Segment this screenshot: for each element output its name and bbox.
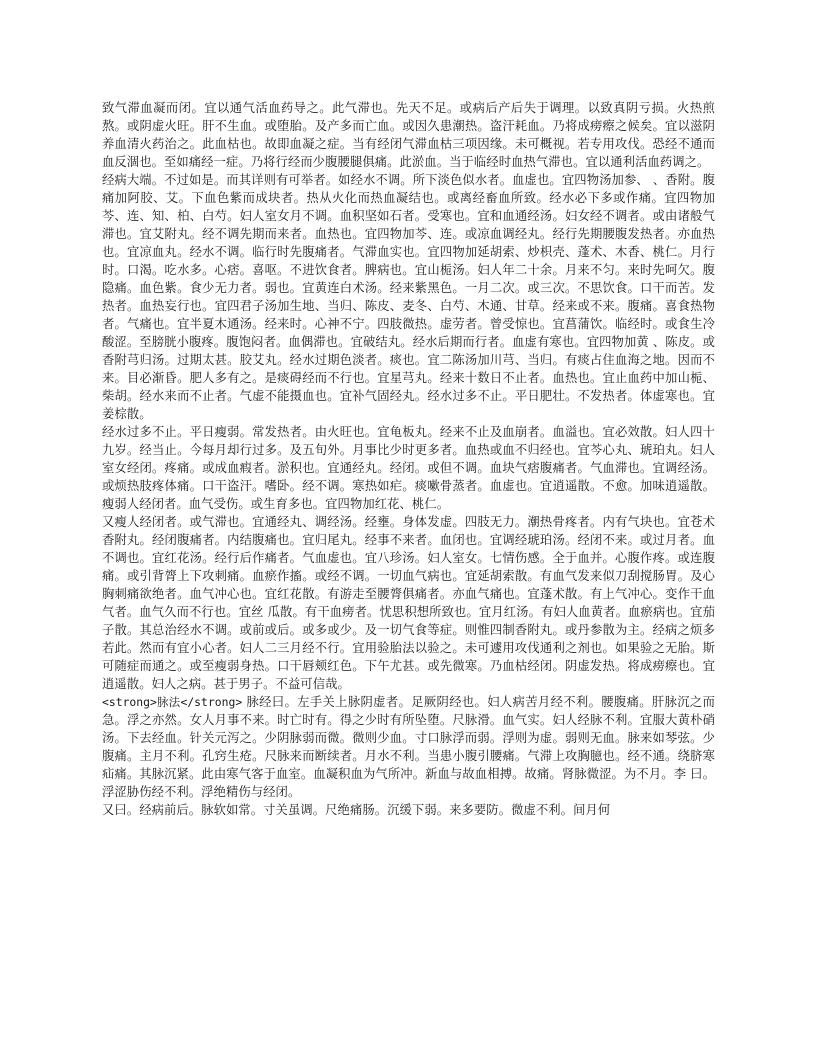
paragraph-6: 又曰。经病前后。脉软如常。寸关虽调。尺绝痛肠。沉缓下弱。来多要防。微虚不利。间月何 [102,803,611,817]
paragraph-2: 经病大端。不过如是。而其详则有可举者。如经水不调。所下淡色似水者。血虚也。宜四物汤加参、 、香附。腹痛加阿胶、艾。下血色紫而成块者。热从火化而热血凝结也。或离经畜血所致。经水必下多或作痛。宜四物加芩、连、知、柏、白芍。妇人室女月不调。血积坚如石者。受寒也。宜和血通经汤。妇女经不调者。或由诸般气滞也。宜艾附丸。经不调先期而来者。血热也。宜四物加芩、连。或凉血调经丸。经行先期腰腹发热者。亦血热也。宜凉血丸。经水不调。临行时先腹痛者。气滞血实也。宜四物加延胡索、炒枳壳、蓬术、木香、桃仁。月行时。口渴。吃水多。心痞。喜呕。不进饮食者。脾病也。宜山栀汤。妇人年二十余。月来不匀。来时先呵欠。腹隐痛。血色紫。食少无力者。弱也。宜黄连白术汤。经来紫黑色。一月二次。或三次。不思饮食。口干而苦。发热者。血热妄行也。宜四君子汤加生地、当归、陈皮、麦冬、白芍、木通、甘草。经来或不来。腹痛。喜食热物者。气痛也。宜半夏木通汤。经来时。心神不宁。四肢微热。虚劳者。曾受惊也。宜菖蒲饮。临经时。或食生冷酸涩。至膀胱小腹疼。腹饱闷者。血偶滞也。宜破结丸。经水后期而行者。血虚有寒也。宜四物加黄 、陈皮。或香附芎归汤。过期太甚。胶艾丸。经水过期色淡者。痰也。宜二陈汤加川芎、当归。有痰占住血海之地。因而不来。目必渐昏。肥人多有之。是痰碍经而不行也。宜星芎丸。经来十数日不止者。血热也。宜止血药中加山栀、柴胡。经水来而不止者。气虚不能摄血也。宜补气固经丸。经水过多不止。平日肥壮。不发热者。体虚寒也。宜姜棕散。 [102,173,715,421]
text-column [102,99,715,819]
paragraph-3: 经水过多不止。平日瘦弱。常发热者。由火旺也。宜龟板丸。经来不止及血崩者。血溢也。宜必效散。妇人四十九岁。经当止。今每月却行过多。及五旬外。月事比少时更多者。血热或血不归经也。宜芩心丸、琥珀丸。妇人室女经闭。疼痛。或成血瘕者。淤积也。宜通经丸。经闭。或但不调。血块气痞腹痛者。气血滞也。宜调经汤。或烦热肢疼体痛。口干盗汗。嗜卧。经不调。寒热如疟。痰嗽骨蒸者。血虚也。宜逍遥散。不愈。加味逍遥散。瘦弱人经闭者。血气受伤。或生育多也。宜四物加红花、桃仁。 [102,425,715,511]
literal-strong-tag: <strong>脉法</strong> [102,695,243,709]
paragraph-5 [102,693,715,801]
paragraph-1: 致气滞血凝而闭。宜以通气活血药导之。此气滞也。先天不足。或病后产后失于调理。以致真阴亏损。火热煎熬。或阴虚火旺。肝不生血。或堕胎。及产多而亡血。或因久患潮热。盗汗耗血。乃将成痨瘵之候矣。宜以滋阴养血清火药治之。此血枯也。故即血凝之症。当有经闭气滞血枯三项因缘。未可概视。若专用攻伐。恐经不通而血反涸也。至如痛经一症。乃将行经而少腹腰腿俱痛。此淤血。当于临经时血热气滞也。宜以通利活血药调之。 [102,101,715,169]
paragraph-5-body: 脉经曰。左手关上脉阴虚者。足厥阴经也。妇人病苦月经不利。腰腹痛。肝脉沉之而急。浮之亦然。女人月事不来。时亡时有。得之少时有所坠堕。尺脉滑。血气实。妇人经脉不利。宜服大黄朴硝汤。下去经血。针关元泻之。少阴脉弱而微。微则少血。寸口脉浮而弱。浮则为虚。弱则无血。脉来如琴弦。少腹痛。主月不利。孔窍生疮。尺脉来而断续者。月水不利。当患小腹引腰痛。气滞上攻胸臆也。经不通。绕脐寒疝痛。其脉沉紧。此由寒气客于血室。血凝积血为气所冲。新血与故血相搏。故痛。肾脉微涩。为不月。李 曰。浮涩胁伤经不利。浮绝精伤与经闭。 [102,695,715,799]
paragraph-4: 又瘦人经闭者。或气滞也。宜通经丸、调经汤。经壅。身体发虚。四肢无力。潮热骨疼者。内有气块也。宜苍术香附丸。经闭腹痛者。内结腹痛也。宜归尾丸。经事不来者。血闭也。宜调经琥珀汤。经闭不来。或过月者。血不调也。宜红花汤。经行后作痛者。气血虚也。宜八珍汤。妇人室女。七情伤感。全于血并。心腹作疼。或连腹痛。或引背膂上下攻刺痛。血瘀作搐。或经不调。一切血气病也。宜延胡索散。有血气发来似刀刮搅肠胃。及心胸刺痛欲绝者。血气冲心也。宜红花散。有游走至腰膂俱痛者。亦血气痛也。宜蓬术散。有上气冲心。变作干血气者。血气久而不行也。宜丝 瓜散。有干血痨者。忧思积想所致也。宜月红汤。有妇人血黄者。血瘀病也。宜茄子散。其总治经水不调。或前或后。或多或少。及一切气食等症。则惟四制香附丸。或丹参散为主。经病之烦多若此。然而有宜小心者。妇人二三月经不行。宜用验胎法以验之。未可遽用攻伐通利之剂也。如果验之无胎。斯可随症而通之。或至瘦弱身热。口干唇颊红色。下午尤甚。或先微寒。乃血枯经闭。阴虚发热。将成痨瘵也。宜逍遥散。妇人之病。甚于男子。不益可信哉。 [102,515,715,691]
